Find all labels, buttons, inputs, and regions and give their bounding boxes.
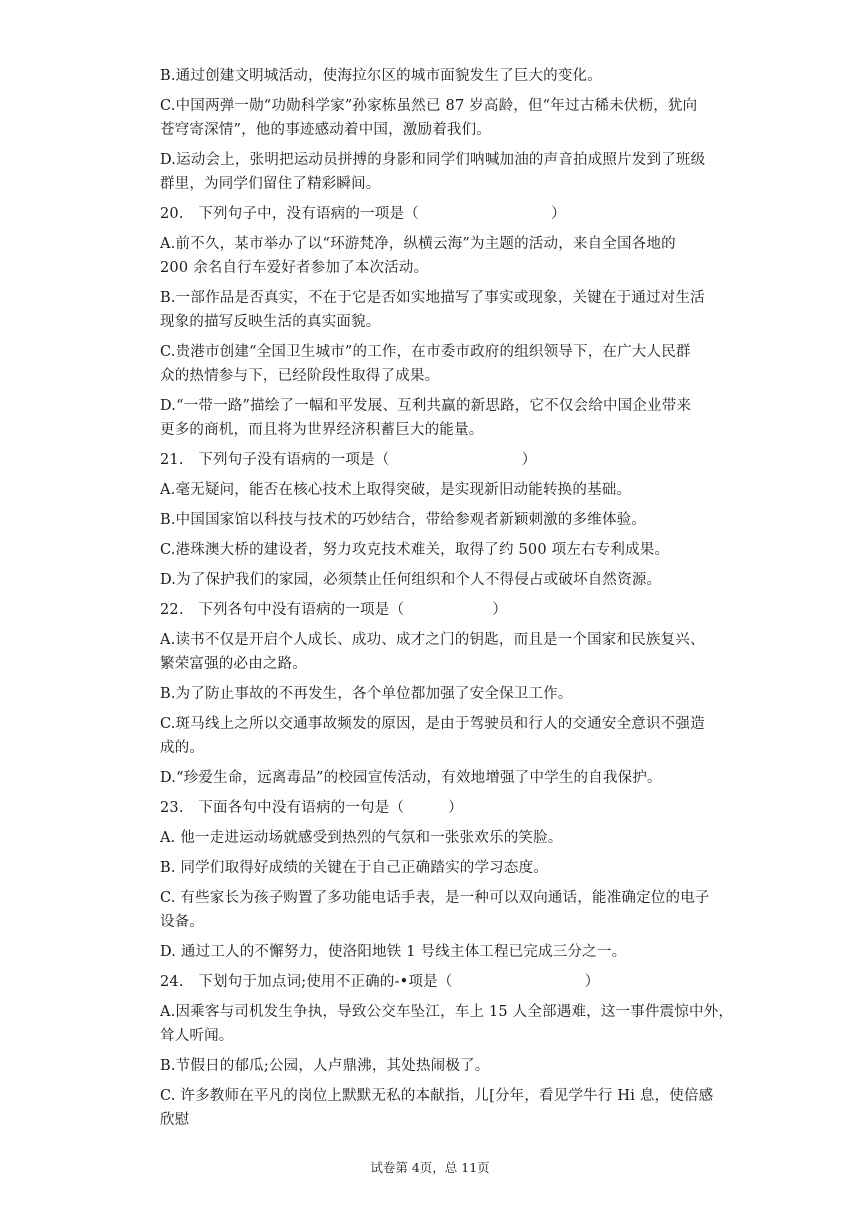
text-line: 设备。 bbox=[160, 914, 205, 930]
question-title: 22. 下列各句中没有语病的一项是（ ） bbox=[160, 602, 508, 618]
text-line: A. 他一走进运动场就感受到热烈的气氛和一张张欢乐的笑脸。 bbox=[160, 830, 563, 846]
text-line: C.贵港市创建“全国卫生城市”的工作，在市委市政府的组织领导下，在广大人民群 bbox=[160, 344, 691, 360]
text-line: 现象的描写反映生活的真实面貌。 bbox=[160, 314, 381, 330]
question-title: 24. 下划句于加点词;使用不正确的-•项是（ ） bbox=[160, 974, 600, 990]
text-line: 繁荣富强的必由之路。 bbox=[160, 656, 307, 672]
text-line: B.一部作品是否真实，不在于它是否如实地描写了事实或现象，关键在于通过对生活 bbox=[160, 290, 705, 306]
text-line: D.运动会上，张明把运动员拼搏的身影和同学们呐喊加油的声音拍成照片发到了班级 bbox=[160, 152, 706, 168]
text-line: C.中国两弹一勋“功勋科学家”孙家栋虽然已 87 岁高龄，但“年过古稀未伏枥，犹向 bbox=[160, 98, 698, 114]
text-line: 欣慰 bbox=[160, 1112, 190, 1128]
text-line: D.“珍爱生命，远离毒品”的校园宣传活动，有效地增强了中学生的自我保护。 bbox=[160, 770, 662, 786]
text-line: A.毫无疑问，能否在核心技术上取得突破，是实现新旧动能转换的基础。 bbox=[160, 482, 632, 498]
text-line: A.读书不仅是开启个人成长、成功、成才之门的钥匙，而且是一个国家和民族复兴、 bbox=[160, 632, 705, 648]
text-line: B.为了防止事故的不再发生，各个单位都加强了安全保卫工作。 bbox=[160, 686, 573, 702]
text-line: 成的。 bbox=[160, 740, 205, 756]
text-line: 众的热情参与下，已经阶段性取得了成果。 bbox=[160, 368, 440, 384]
text-line: 耸人听闻。 bbox=[160, 1028, 234, 1044]
question-title: 21. 下列句子没有语病的一项是（ ） bbox=[160, 452, 537, 468]
text-line: B. 同学们取得好成绩的关键在于自己正确踏实的学习态度。 bbox=[160, 860, 548, 876]
page-content bbox=[160, 64, 734, 1132]
text-line: 苍穹寄深情”，他的事迹感动着中国，激励着我们。 bbox=[160, 122, 492, 138]
text-line: 群里，为同学们留住了精彩瞬间。 bbox=[160, 176, 381, 192]
text-line: 200 余名自行车爱好者参加了本次活动。 bbox=[160, 260, 429, 276]
text-line: C. 许多教师在平凡的岗位上默默无私的本献指，儿[分年，看见学牛行 Hi 息，使倍感 bbox=[160, 1088, 714, 1104]
text-line: B.节假日的郁瓜;公园，人卢鼎沸，其处热闹极了。 bbox=[160, 1058, 490, 1074]
page-footer: 试卷第 4页，总 11页 bbox=[370, 1160, 490, 1175]
text-line: B.通过创建文明城活动，使海拉尔区的城市面貌发生了巨大的变化。 bbox=[160, 68, 602, 84]
text-line: C.斑马线上之所以交通事故频发的原因，是由于驾驶员和行人的交通安全意识不强造 bbox=[160, 716, 705, 732]
text-line: A.因乘客与司机发生争执，导致公交车坠江，车上 15 人全部遇难，这一事件震惊中外， bbox=[160, 1004, 734, 1020]
text-line: C.港珠澳大桥的建设者，努力攻克技术难关，取得了约 500 项左右专利成果。 bbox=[160, 542, 670, 558]
question-title: 23. 下面各句中没有语病的一句是（ ） bbox=[160, 800, 463, 816]
text-line: B.中国国家馆以科技与技术的巧妙结合，带给参观者新颖刺激的多维体验。 bbox=[160, 512, 647, 528]
text-line: C. 有些家长为孩子购置了多功能电话手表，是一种可以双向通话，能准确定位的电子 bbox=[160, 890, 710, 906]
text-line: 更多的商机，而且将为世界经济积蓄巨大的能量。 bbox=[160, 422, 484, 438]
text-line: D.“一带一路”描绘了一幅和平发展、互利共赢的新思路，它不仅会给中国企业带来 bbox=[160, 398, 692, 414]
text-line: D. 通过工人的不懈努力，使洛阳地铁 1 号线主体工程已完成三分之一。 bbox=[160, 944, 627, 960]
text-line: D.为了保护我们的家园，必须禁止任何组织和个人不得侵占或破坏自然资源。 bbox=[160, 572, 662, 588]
text-line: A.前不久，某市举办了以“环游梵净，纵横云海”为主题的活动，来自全国各地的 bbox=[160, 236, 676, 252]
question-title: 20. 下列句子中，没有语病的一项是（ ） bbox=[160, 206, 566, 222]
